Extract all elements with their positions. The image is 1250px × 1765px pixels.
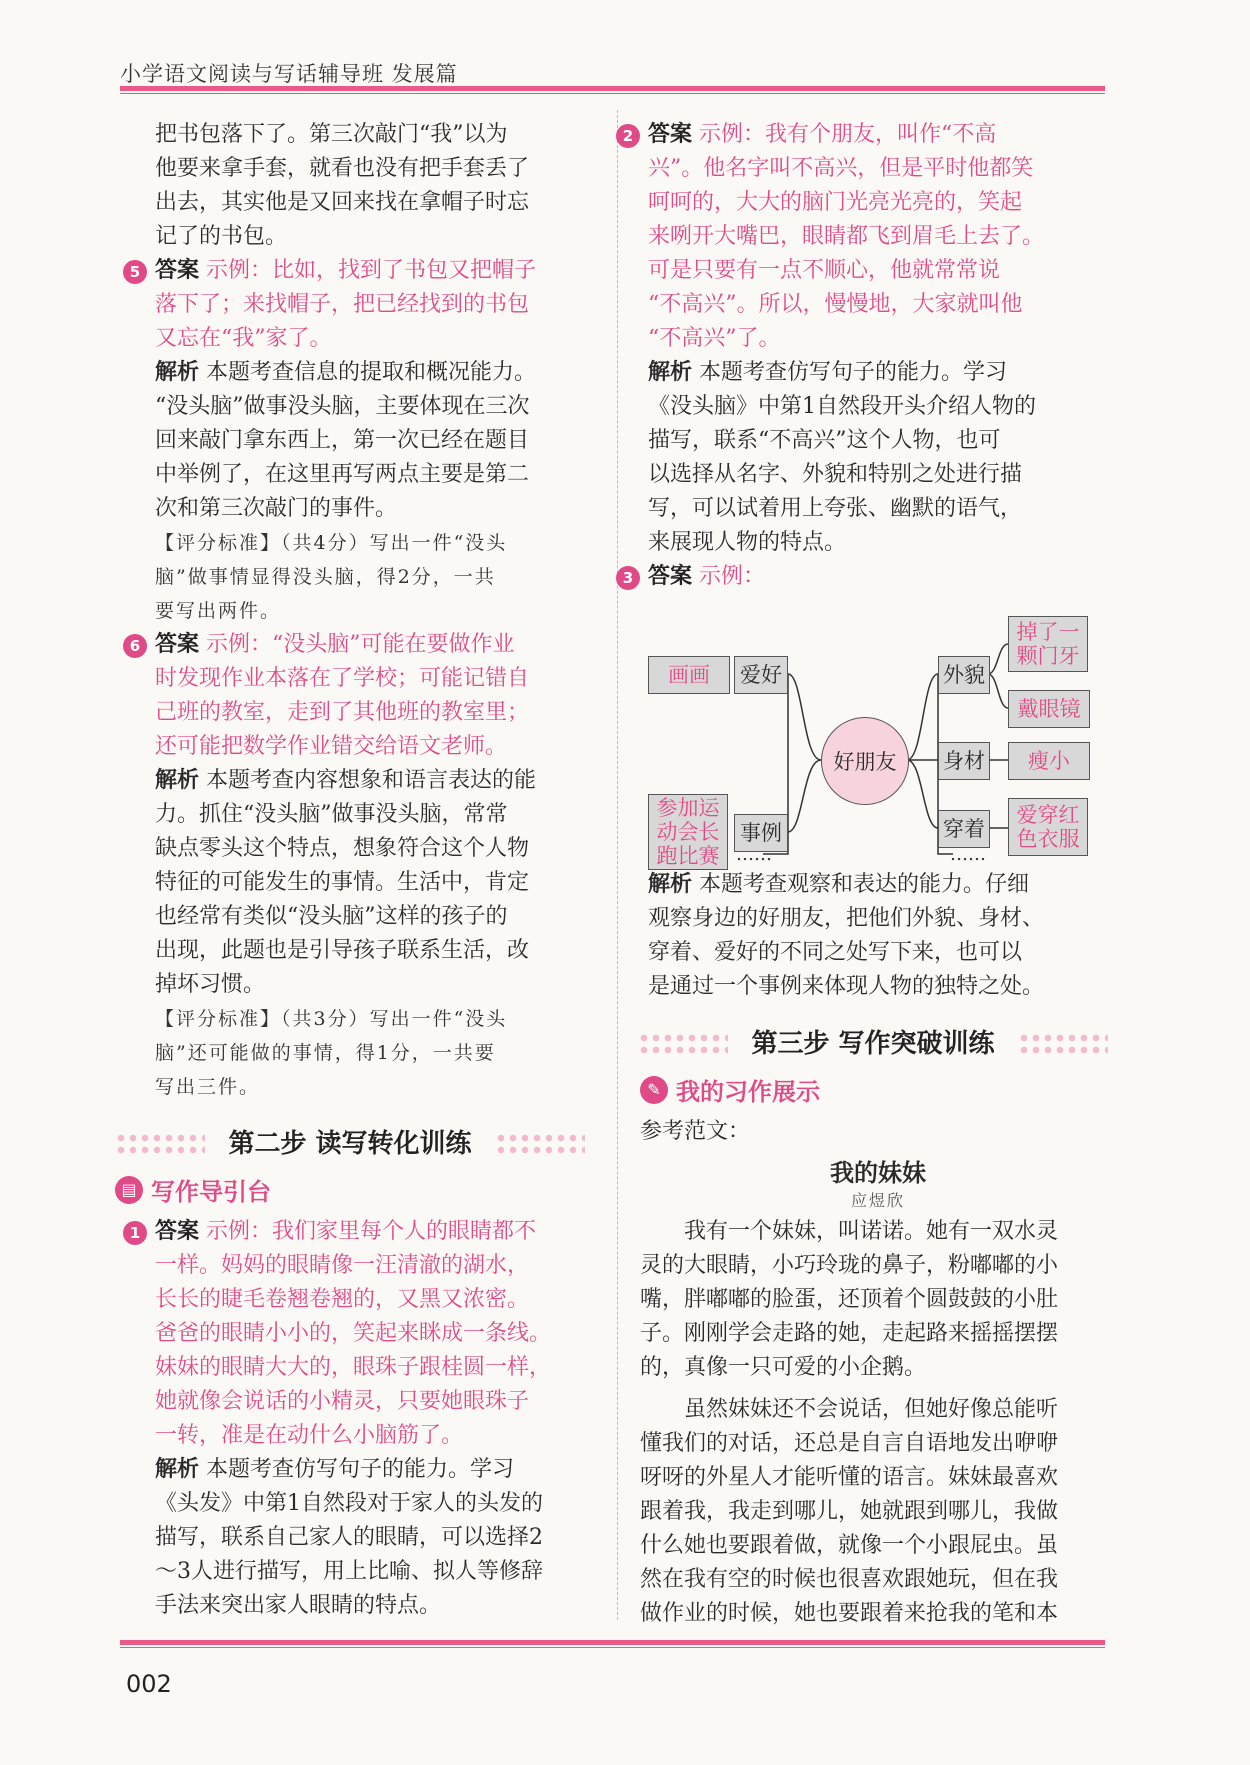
pencil-icon: ✎ [640,1076,668,1104]
score-line: 【评分标准】（共3分）写出一件“没头 [155,1008,508,1030]
analysis-line: 《头发》中第1自然段对于家人的头发的 [155,1491,543,1516]
essay-line: 呀呀的外星人才能听懂的语言。妹妹最喜欢 [640,1465,1059,1490]
answer-line: 妹妹的眼睛大大的，眼珠子跟桂圆一样， [155,1355,552,1380]
question-6 [129,628,585,1104]
essay-line: 灵的大眼睛，小巧玲珑的鼻子，粉嘟嘟的小 [640,1253,1059,1278]
decorative-dots [495,1132,585,1156]
answer-prefix: 示例： [699,564,766,589]
answer-line: “不高兴”。所以，慢慢地，大家就叫他 [648,292,1023,317]
essay-line: 什么她也要跟着做，就像一个小跟屁虫。虽 [640,1533,1059,1558]
mind-map-hobby-value: 画画 [648,656,730,694]
notebook-icon: ▤ [115,1176,143,1204]
answer-tag: 答案 [155,632,200,657]
essay-author: 应煜欣 [850,1191,905,1210]
connector-look-1 [988,644,1008,674]
section-heading-text: 第三步 写作突破训练 [751,1029,995,1059]
intro-paragraph [155,118,585,254]
answer-line: 呵呵的，大大的脑门光亮光亮的，笑起 [648,190,1023,215]
essay-line: 的，真像一只可爱的小企鹅。 [640,1355,927,1380]
analysis-line: 以选择从名字、外貌和特别之处进行描 [648,462,1023,487]
header-rule [120,86,1105,91]
left-column [121,118,585,1623]
analysis-tag: 解析 [648,360,693,385]
answer-tag: 答案 [648,122,693,147]
header-rule-thin [120,93,1105,94]
subsection-heading-text: 我的习作展示 [676,1078,820,1106]
page-number: 002 [126,1670,172,1698]
answer-tag: 答案 [155,258,200,283]
analysis-line: 本题考查信息的提取和概况能力。 [206,360,537,385]
section-heading-text: 第二步 读写转化训练 [228,1129,472,1159]
text-line: 出去，其实他是又回来找在拿帽子时忘 [155,190,530,215]
essay-line: 懂我们的对话，还总是自言自语地发出咿咿 [640,1431,1059,1456]
answer-line: “不高兴”了。 [648,326,781,351]
analysis-line: 本题考查仿写句子的能力。学习 [699,360,1008,385]
analysis-line: 掉坏习惯。 [155,972,266,997]
connector-hobby [788,674,821,760]
mind-map [638,604,1098,868]
decorative-dots [1018,1032,1108,1056]
mind-map-look-label: 外貌 [938,656,990,694]
right-column [622,118,1108,1631]
mind-map-right-more: …… [950,844,986,865]
mind-map-event-value: 参加运动会长跑比赛 [648,794,728,870]
mind-map-look-value-1: 掉了一颗门牙 [1008,616,1088,672]
analysis-line: 《没头脑》中第1自然段开头介绍人物的 [648,394,1036,419]
essay-paragraph-2 [640,1393,1108,1631]
question-5 [129,254,585,628]
text-line: 把书包落下了。第三次敲门“我”以为 [155,122,508,147]
essay-line: 子。刚刚学会走路的她，走起路来摇摇摆摆 [640,1321,1059,1346]
answer-line: 又忘在“我”家了。 [155,326,332,351]
question-number-badge: 1 [123,1221,147,1245]
analysis-line: 回来敲门拿东西上，第一次已经在题目 [155,428,530,453]
footer-rule [120,1640,1105,1645]
essay-line: 跟着我，我走到哪儿，她就跟到哪儿，我做 [640,1499,1059,1524]
analysis-line: 穿着、爱好的不同之处写下来，也可以 [648,940,1023,965]
answer-line: 还可能把数学作业错交给语文老师。 [155,734,508,759]
analysis-line: 本题考查仿写句子的能力。学习 [206,1457,515,1482]
analysis-tag: 解析 [155,1457,200,1482]
mind-map-body-label: 身材 [938,742,990,780]
footer-rule-thin [120,1647,1105,1648]
reference-label: 参考范文： [640,1119,751,1144]
analysis-tag: 解析 [155,360,200,385]
connector-look [907,674,938,760]
mind-map-look-value-2: 戴眼镜 [1008,690,1090,728]
decorative-dots [638,1032,728,1056]
answer-tag: 答案 [648,564,693,589]
answer-line: 时发现作业本落在了学校；可能记错自 [155,666,530,691]
analysis-tag: 解析 [648,872,693,897]
analysis-line: 写，可以试着用上夸张、幽默的语气， [648,496,1023,521]
mind-map-wear-label: 穿着 [938,810,990,848]
decorative-dots [115,1132,205,1156]
essay-paragraph-1 [640,1215,1108,1385]
essay-line: 嘴，胖嘟嘟的脸蛋，还顶着个圆鼓鼓的小肚 [640,1287,1059,1312]
score-line: 脑”做事情显得没头脑，得2分，一共 [155,566,496,588]
analysis-tag: 解析 [155,768,200,793]
essay-line: 做作业的时候，她也要跟着来抢我的笔和本 [640,1601,1059,1626]
text-line: 记了的书包。 [155,224,288,249]
essay-title: 我的妹妹 [830,1158,926,1187]
mind-map-left-more: …… [736,844,772,865]
analysis-line: 缺点零头这个特点，想象符合这个人物 [155,836,530,861]
mind-map-center: 好朋友 [821,717,909,805]
analysis-line: 描写，联系“不高兴”这个人物，也可 [648,428,1001,453]
answer-line: 她就像会说话的小精灵，只要她眼珠子 [155,1389,530,1414]
analysis-line: 观察身边的好朋友，把他们外貌、身材、 [648,906,1045,931]
mind-map-wear-value: 爱穿红色衣服 [1008,798,1088,856]
analysis-line: 来展现人物的特点。 [648,530,847,555]
answer-tag: 答案 [155,1219,200,1244]
answer-line: 长长的睫毛卷翘卷翘的，又黑又浓密。 [155,1287,530,1312]
question-number-badge: 6 [123,634,147,658]
connector-event [788,760,821,832]
answer-line: 示例：比如，找到了书包又把帽子 [206,258,537,283]
subsection-heading [115,1172,585,1207]
score-line: 脑”还可能做的事情，得1分，一共要 [155,1042,496,1064]
answer-line: 己班的教室，走到了其他班的教室里； [155,700,530,725]
column-divider [617,110,618,1620]
analysis-line: 力。抓住“没头脑”做事没头脑，常常 [155,802,508,827]
essay-line: 然在我有空的时候也很喜欢跟她玩，但在我 [640,1567,1059,1592]
analysis-line: 本题考查内容想象和语言表达的能 [206,768,537,793]
question-1 [129,1215,585,1623]
question-number-badge: 3 [616,566,640,590]
section-heading-step-3 [638,1022,1108,1066]
analysis-line: 特征的可能发生的事情。生活中，肯定 [155,870,530,895]
answer-line: 可是只要有一点不顺心，他就常常说 [648,258,1001,283]
analysis-line: 中举例了，在这里再写两点主要是第二 [155,462,530,487]
analysis-line: 次和第三次敲门的事件。 [155,496,398,521]
connector-wear [907,760,938,828]
analysis-line: 也经常有类似“没头脑”这样的孩子的 [155,904,508,929]
mind-map-hobby-label: 爱好 [734,656,788,694]
answer-line: 来咧开大嘴巴，眼睛都飞到眉毛上去了。 [648,224,1045,249]
connector-look-2 [988,674,1008,708]
answer-line: 示例：“没头脑”可能在要做作业 [206,632,515,657]
answer-line: 落下了；来找帽子，把已经找到的书包 [155,292,530,317]
answer-line: 示例：我有个朋友，叫作“不高 [699,122,997,147]
score-line: 写出三件。 [155,1076,261,1098]
header-title: 小学语文阅读与写话辅导班 发展篇 [120,62,458,86]
analysis-line: 本题考查观察和表达的能力。仔细 [699,872,1030,897]
score-line: 要写出两件。 [155,600,282,622]
mind-map-event-label: 事例 [734,814,788,852]
question-number-badge: 2 [616,124,640,148]
subsection-heading [640,1072,1108,1107]
question-2 [622,118,1108,560]
analysis-line: ～3人进行描写，用上比喻、拟人等修辞 [155,1559,543,1584]
answer-line: 一转，准是在动什么小脑筋了。 [155,1423,464,1448]
subsection-heading-text: 写作导引台 [151,1178,271,1206]
section-heading-step-2 [115,1122,585,1166]
answer-line: 兴”。他名字叫不高兴，但是平时他都笑 [648,156,1034,181]
text-line: 他要来拿手套，就看也没有把手套丢了 [155,156,530,181]
score-line: 【评分标准】（共4分）写出一件“没头 [155,532,508,554]
question-number-badge: 5 [123,260,147,284]
mind-map-body-value: 瘦小 [1008,742,1090,780]
analysis-line: 描写，联系自己家人的眼睛，可以选择2 [155,1525,543,1550]
answer-line: 示例：我们家里每个人的眼睛都不 [206,1219,537,1244]
essay-line: 我有一个妹妹，叫诺诺。她有一双水灵 [684,1219,1059,1244]
analysis-line: 出现，此题也是引导孩子联系生活，改 [155,938,530,963]
analysis-line: 手法来突出家人眼睛的特点。 [155,1593,442,1618]
question-3 [622,560,1108,1004]
analysis-line: 是通过一个事例来体现人物的独特之处。 [648,974,1045,999]
answer-line: 爸爸的眼睛小小的，笑起来眯成一条线。 [155,1321,552,1346]
answer-line: 一样。妈妈的眼睛像一汪清澈的湖水， [155,1253,530,1278]
essay-line: 虽然妹妹还不会说话，但她好像总能听 [684,1397,1059,1422]
analysis-line: “没头脑”做事没头脑，主要体现在三次 [155,394,530,419]
